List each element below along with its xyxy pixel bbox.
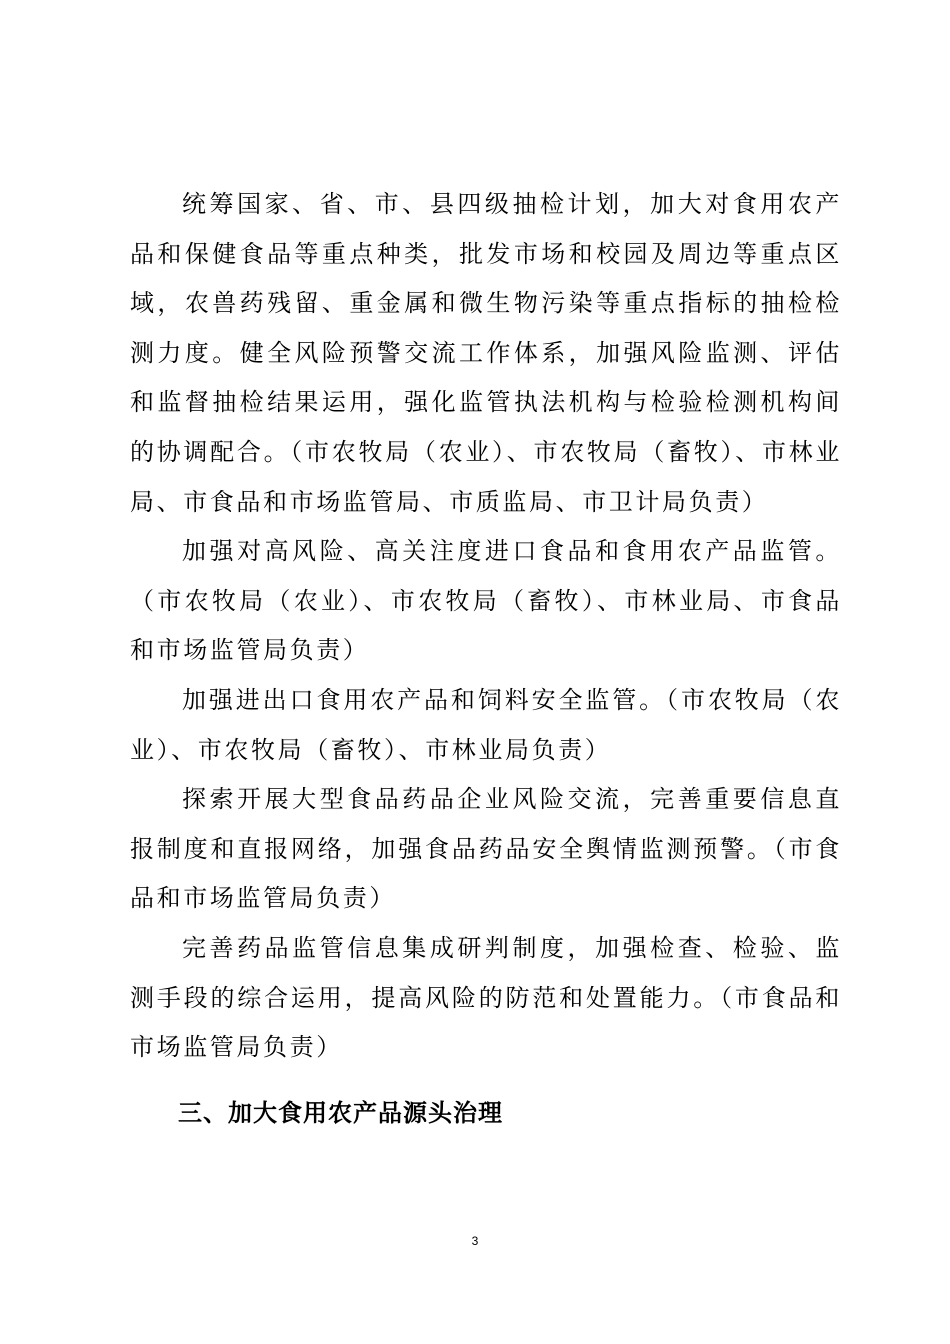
document-body <box>130 180 842 1138</box>
page-number: 3 <box>471 1234 479 1248</box>
paragraph-drug-information: 完善药品监管信息集成研判制度，加强检查、检验、监测手段的综合运用，提高风险的防范和处置能力。（市食品和市场监管局负责） <box>130 933 842 1062</box>
paragraph-sampling-plan: 统筹国家、省、市、县四级抽检计划，加大对食用农产品和保健食品等重点种类，批发市场和校园及周边等重点区域，农兽药残留、重金属和微生物污染等重点指标的抽检检测力度。健全风险预警交流工作体系，加强风险监测、评估和监督抽检结果运用，强化监管执法机构与检验检测机构间的协调配合。（市农牧局（农业）、市农牧局（畜牧）、市林业局、市食品和市场监管局、市质监局、市卫计局负责） <box>130 190 842 516</box>
paragraph-risk-communication: 探索开展大型食品药品企业风险交流，完善重要信息直报制度和直报网络，加强食品药品安全舆情监测预警。（市食品和市场监管局负责） <box>130 785 842 913</box>
section-heading: 三、加大食用农产品源头治理 <box>178 1098 503 1127</box>
paragraph-import-supervision: 加强对高风险、高关注度进口食品和食用农产品监管。（市农牧局（农业）、市农牧局（畜牧）、市林业局、市食品和市场监管局负责） <box>130 537 842 665</box>
paragraph-export-feed-supervision: 加强进出口食用农产品和饲料安全监管。（市农牧局（农业）、市农牧局（畜牧）、市林业局负责） <box>130 685 842 764</box>
